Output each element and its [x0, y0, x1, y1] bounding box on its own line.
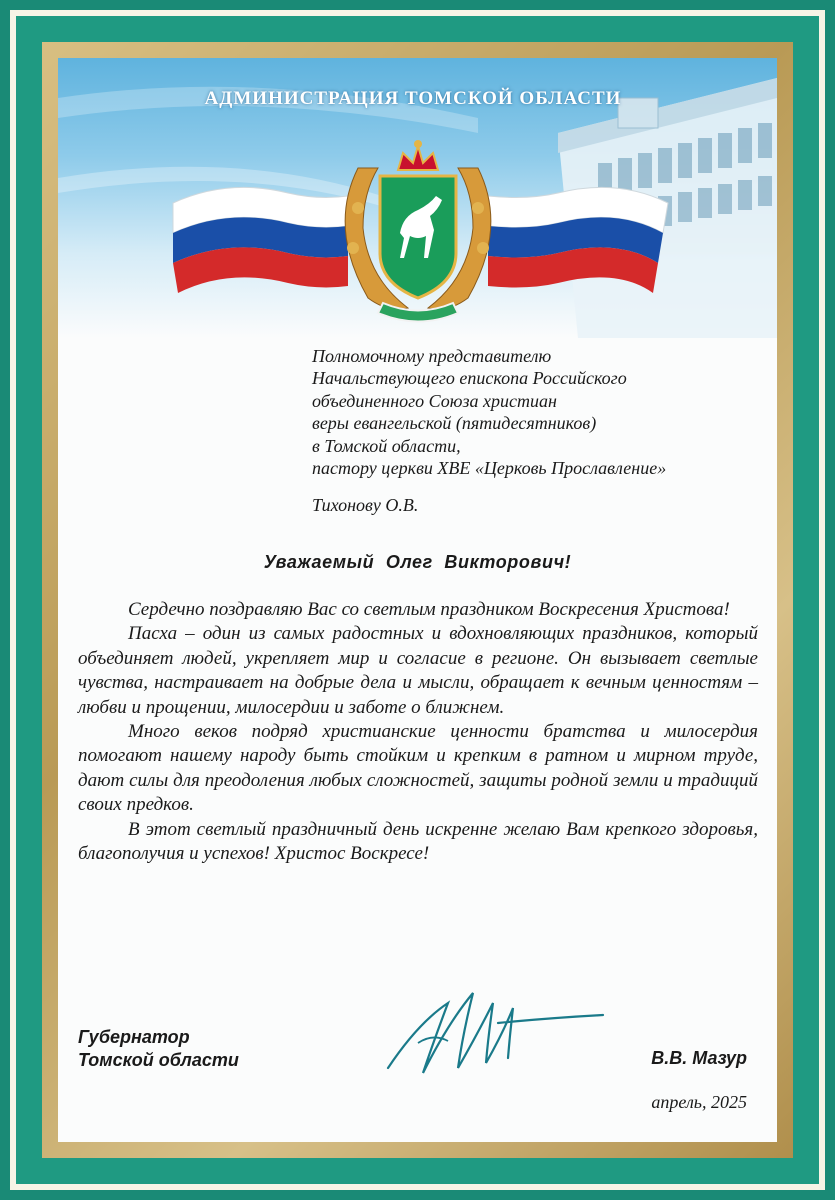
- addressee-block: [312, 345, 772, 479]
- addressee-line: в Томской области,: [312, 435, 461, 456]
- body-paragraph: Пасха – один из самых радостных и вдохновляющих праздников, который объединяет людей, укрепляет мир и согласие в регионе. Он вызывает светлые чувства, настраивает на добрые дела и мысли, обращает к вечным ценностям – любви и прощении, милосердии и заботе о ближнем.: [78, 623, 758, 718]
- letter-page: [58, 58, 777, 1142]
- handwritten-signature: [378, 963, 608, 1083]
- russian-flag-left: [173, 187, 348, 293]
- russian-flag-right: [488, 187, 668, 293]
- addressee-line: пастору церкви ХВЕ «Церковь Прославление»: [312, 458, 667, 479]
- organization-title: АДМИНИСТРАЦИЯ ТОМСКОЙ ОБЛАСТИ: [204, 88, 622, 109]
- signer-position-line: Томской области: [78, 1050, 239, 1070]
- letter-date: апрель, 2025: [651, 1092, 747, 1112]
- coat-of-arms: [345, 140, 491, 322]
- addressee-line: Начальствующего епископа Российского: [312, 368, 627, 389]
- addressee-line: объединенного Союза христиан: [312, 390, 557, 411]
- addressee-line: веры евангельской (пятидесятников): [312, 413, 597, 434]
- signer-position: [78, 1026, 239, 1072]
- letter-body: [78, 598, 758, 866]
- body-paragraph: Много веков подряд христианские ценности братства и милосердия помогают нашему народу быть стойким и крепким в ратном и мирном труде, дают силы для преодоления любых сложностей, защиты родной земли и традиций своих предков.: [78, 721, 758, 816]
- header-banner: [58, 58, 777, 338]
- body-paragraph: Сердечно поздравляю Вас со светлым праздником Воскресения Христова!: [128, 599, 730, 620]
- greeting-heading: Уважаемый Олег Викторович!: [263, 552, 572, 572]
- signer-name: В.В. Мазур: [651, 1048, 747, 1068]
- body-paragraph: В этот светлый праздничный день искренне желаю Вам крепкого здоровья, благополучия и успехов! Христос Воскресе!: [78, 818, 758, 865]
- addressee-line: Полномочному представителю: [312, 346, 552, 366]
- signer-position-line: Губернатор: [78, 1027, 190, 1047]
- addressee-name: Тихонову О.В.: [312, 495, 419, 515]
